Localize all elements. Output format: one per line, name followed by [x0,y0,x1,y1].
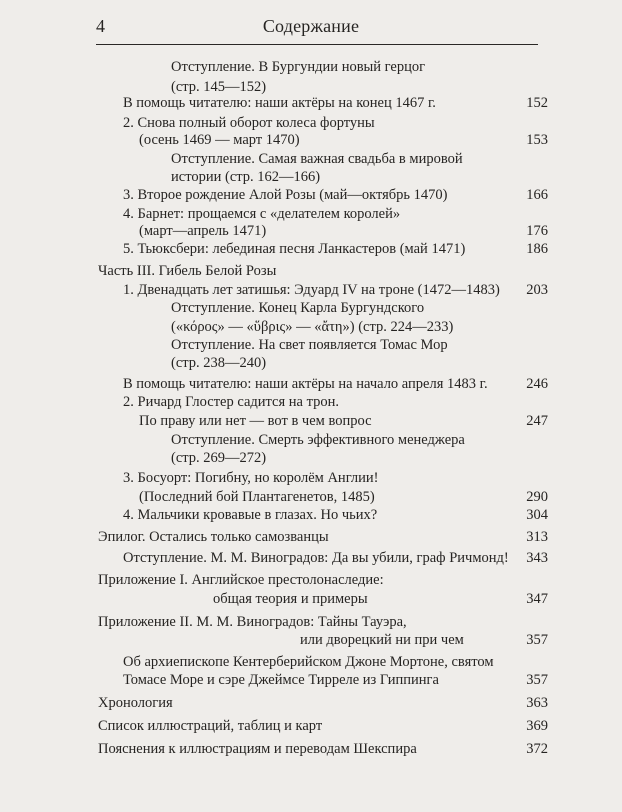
toc-entry-text: 1. Двенадцать лет затишья: Эдуард IV на троне (1472—1483) [123,282,500,298]
toc-page-number: 186 [526,241,548,257]
toc-part-heading: Часть III. Гибель Белой Розы [98,263,277,279]
toc-entry-text: (март—апрель 1471) [139,223,267,239]
toc-entry-text: 5. Тьюксбери: лебединая песня Ланкастеров (май 1471) [123,241,466,257]
toc-entry-text: (стр. 145—152) [171,79,267,95]
toc-entry-text: («κόρος» — «ὕβρις» — «ἄτη») (стр. 224—233) [171,319,454,335]
toc-entry-text: 4. Мальчики кровавые в глазах. Но чьих? [123,507,378,523]
toc-entry-text: Приложение I. Английское престолонаследие: [98,572,384,588]
toc-entry-text: Приложение II. М. М. Виноградов: Тайны Тауэра, [98,614,407,630]
toc-page-number: 372 [526,741,548,757]
toc-page-number: 357 [526,672,548,688]
toc-entry-text: По праву или нет — вот в чем вопрос [139,413,372,429]
toc-entry-text: Томасе Море и сэре Джеймсе Тирреле из Гиппинга [123,672,439,688]
toc-page-number: 246 [526,376,548,392]
toc-entry-text: (стр. 238—240) [171,355,267,371]
toc-page-number: 152 [526,95,548,111]
toc-page-number: 166 [526,187,548,203]
toc-entry-text: Эпилог. Остались только самозванцы [98,529,329,545]
toc-entry-text: (Последний бой Плантагенетов, 1485) [139,489,375,505]
toc-entry-text: 3. Босуорт: Погибну, но королём Англии! [123,470,379,486]
page-title: Содержание [262,16,360,36]
toc-entry-text: Отступление. На свет появляется Томас Мор [171,337,448,353]
header-rule [96,44,538,45]
toc-entry-text: 2. Ричард Глостер садится на трон. [123,394,339,410]
toc-page-number: 304 [526,507,548,523]
toc-entry-text: Отступление. Самая важная свадьба в мировой [171,151,463,167]
toc-page-number: 153 [526,132,548,148]
toc-entry-text: истории (стр. 162—166) [171,169,321,185]
toc-page-number: 343 [526,550,548,566]
toc-entry-text: Отступление. Конец Карла Бургундского [171,300,425,316]
toc-entry-text: Хронология [98,695,173,711]
toc-page-number: 363 [526,695,548,711]
toc-entry-text: Отступление. В Бургундии новый герцог [171,59,426,75]
toc-entry-text: Пояснения к иллюстрациям и переводам Шекспира [98,741,417,757]
toc-page-number: 247 [526,413,548,429]
toc-entry-text: или дворецкий ни при чем [300,632,464,648]
toc-page-number: 347 [526,591,548,607]
toc-page-number: 176 [526,223,548,239]
toc-entry-text: 4. Барнет: прощаемся с «делателем королей» [123,206,401,222]
toc-page-number: 313 [526,529,548,545]
toc-entry-text: Об архиепископе Кентерберийском Джоне Мортоне, святом [123,654,494,670]
page-number: 4 [96,16,105,36]
toc-page-number: 369 [526,718,548,734]
toc-entry-text: В помощь читателю: наши актёры на начало апреля 1483 г. [123,376,488,392]
toc-page-number: 290 [526,489,548,505]
toc-entry-text: Список иллюстраций, таблиц и карт [98,718,323,734]
toc-entry-text: 2. Снова полный оборот колеса фортуны [123,115,375,131]
toc-page-number: 357 [526,632,548,648]
toc-entry-text: общая теория и примеры [213,591,368,607]
toc-page-number: 203 [526,282,548,298]
toc-entry-text: В помощь читателю: наши актёры на конец 1467 г. [123,95,436,111]
toc-entry-text: (осень 1469 — март 1470) [139,132,300,148]
toc-entry-text: Отступление. М. М. Виноградов: Да вы убили, граф Ричмонд! [123,550,509,566]
toc-entry-text: (стр. 269—272) [171,450,267,466]
toc-entry-text: 3. Второе рождение Алой Розы (май—октябрь 1470) [123,187,448,203]
toc-entry-text: Отступление. Смерть эффективного менеджера [171,432,465,448]
